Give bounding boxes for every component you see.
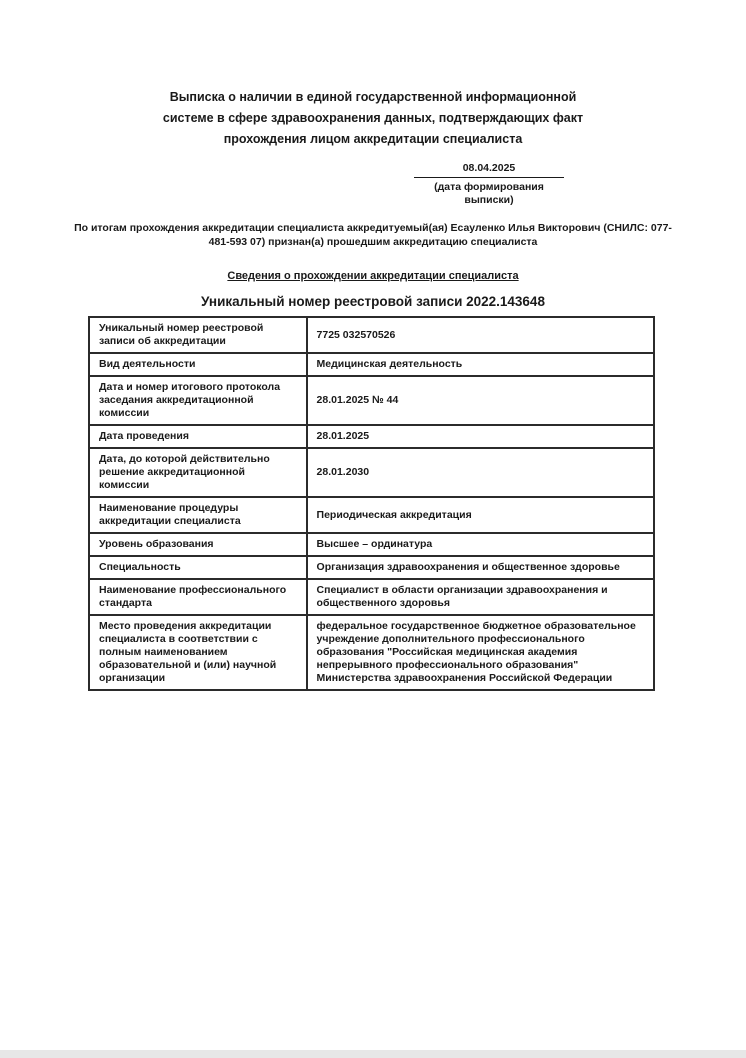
table-row <box>89 497 654 533</box>
issue-date-caption: (дата формирования выписки) <box>414 177 564 207</box>
row-value-cell: 28.01.2025 № 44 <box>307 376 654 425</box>
table-row <box>89 425 654 448</box>
table-row <box>89 533 654 556</box>
row-value-cell: Медицинская деятельность <box>307 353 654 376</box>
row-label-cell: Уникальный номер реестровой записи об аккредитации <box>89 317 307 353</box>
accreditation-table <box>88 316 655 691</box>
table-row <box>89 556 654 579</box>
row-label-cell: Вид деятельности <box>89 353 307 376</box>
table-row <box>89 353 654 376</box>
row-value-cell: 28.01.2025 <box>307 425 654 448</box>
row-label-cell: Наименование процедуры аккредитации специалиста <box>89 497 307 533</box>
horizontal-scrollbar[interactable] <box>0 1050 746 1058</box>
row-label-cell: Специальность <box>89 556 307 579</box>
section-heading: Сведения о прохождении аккредитации специалиста <box>227 270 519 282</box>
row-label-cell: Дата, до которой действительно решение аккредитационной комиссии <box>89 448 307 497</box>
row-value-cell: Специалист в области организации здравоохранения и общественного здоровья <box>307 579 654 615</box>
row-label-cell: Дата проведения <box>89 425 307 448</box>
issue-date-block <box>414 162 564 207</box>
row-label-cell: Дата и номер итогового протокола заседания аккредитационной комиссии <box>89 376 307 425</box>
table-row <box>89 579 654 615</box>
row-value-cell: Периодическая аккредитация <box>307 497 654 533</box>
document-title: Выписка о наличии в единой государственной информационной системе в сфере здравоохранения данных, подтверждающих факт прохождения лицом аккредитации специалиста <box>162 90 584 146</box>
row-value-cell: 28.01.2030 <box>307 448 654 497</box>
row-label-cell: Место проведения аккредитации специалиста в соответствии с полным наименованием образовательной и (или) научной организации <box>89 615 307 690</box>
row-value-cell: федеральное государственное бюджетное образовательное учреждение дополнительного профессионального образования "Российская медицинская академия непрерывного профессионального образования" Министерства здравоохранения Российской Федерации <box>307 615 654 690</box>
table-row <box>89 448 654 497</box>
row-value-cell: Организация здравоохранения и общественное здоровье <box>307 556 654 579</box>
registry-number-heading: Уникальный номер реестровой записи 2022.143648 <box>201 294 545 309</box>
row-value-cell: Высшее – ординатура <box>307 533 654 556</box>
row-label-cell: Наименование профессионального стандарта <box>89 579 307 615</box>
table-row <box>89 376 654 425</box>
table-row <box>89 615 654 690</box>
row-label-cell: Уровень образования <box>89 533 307 556</box>
intro-paragraph: По итогам прохождения аккредитации специалиста аккредитуемый(ая) Есауленко Илья Викторович (СНИЛС: 077-481-593 07) признан(а) прошедшим аккредитацию специалиста <box>74 222 672 248</box>
row-value-cell: 7725 032570526 <box>307 317 654 353</box>
issue-date: 08.04.2025 <box>462 162 516 174</box>
table-row <box>89 317 654 353</box>
